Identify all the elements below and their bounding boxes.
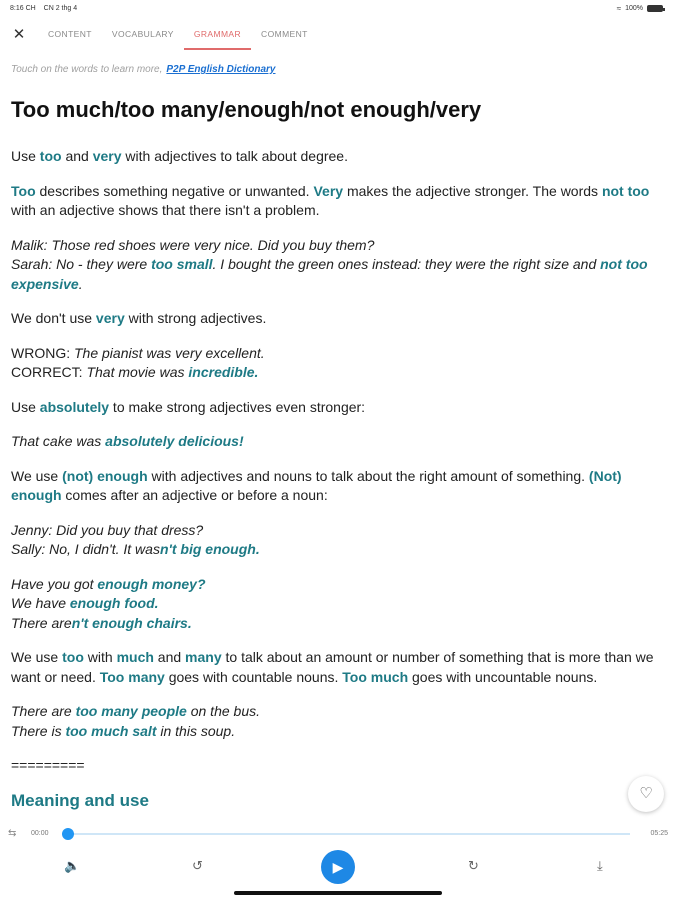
dictionary-link[interactable]: P2P English Dictionary xyxy=(166,64,276,75)
keyword[interactable]: enough money? xyxy=(97,575,206,592)
status-time: 8:16 CH xyxy=(10,5,36,12)
grammar-article xyxy=(11,96,661,818)
keyword[interactable]: Too much xyxy=(342,668,409,685)
keyword[interactable]: (Not) enough xyxy=(11,467,622,503)
text: in this soup. xyxy=(156,722,236,739)
paragraph xyxy=(11,467,661,506)
label: CORRECT: xyxy=(11,364,87,380)
text: Have you got xyxy=(11,575,98,592)
hint-text: Touch on the words to learn more, xyxy=(11,64,163,75)
keyword[interactable]: too many people xyxy=(75,703,187,719)
download-icon[interactable]: ⤓ xyxy=(597,858,603,873)
text: with adjectives and nouns to talk about the right amount of something. xyxy=(147,467,589,484)
keyword[interactable]: many xyxy=(185,649,222,665)
current-time: 00:00 xyxy=(31,830,49,837)
speaker-icon[interactable]: 🔈 xyxy=(64,858,81,873)
text: We use xyxy=(11,649,63,665)
example-line: Jenny: Did you buy that dress? xyxy=(11,521,204,538)
section-heading: Meaning and use xyxy=(11,790,149,810)
text: There are xyxy=(11,614,72,631)
paragraph xyxy=(11,398,661,418)
article-title: Too much/too many/enough/not enough/very xyxy=(11,97,482,122)
keyword[interactable]: much xyxy=(116,649,154,665)
home-indicator xyxy=(234,891,442,895)
rewind-5-icon[interactable]: ↺ xyxy=(192,858,203,873)
text: Use xyxy=(11,398,40,415)
keyword[interactable]: Too xyxy=(11,182,36,199)
keyword[interactable]: too much salt xyxy=(65,722,157,739)
keyword[interactable]: very xyxy=(92,148,122,164)
paragraph xyxy=(11,648,661,687)
example-line xyxy=(11,344,661,364)
play-icon[interactable]: ▶ xyxy=(321,850,355,884)
keyword[interactable]: (not) enough xyxy=(62,467,148,484)
text: Sarah: No - they were xyxy=(11,256,152,272)
text: with adjectives to talk about degree. xyxy=(121,148,348,164)
text: and xyxy=(61,148,93,164)
repeat-icon[interactable]: ⇆ xyxy=(8,828,17,839)
example xyxy=(11,344,661,383)
wifi-icon: ≈ xyxy=(616,4,622,13)
text: We don't use xyxy=(11,310,96,326)
battery-icon xyxy=(647,5,663,12)
text: That movie was xyxy=(86,364,189,380)
tab-vocabulary[interactable]: VOCABULARY xyxy=(111,29,174,39)
text: to talk about an amount or number of something that is more than we want or need. xyxy=(11,649,654,685)
example xyxy=(11,575,661,634)
tab-grammar[interactable]: GRAMMAR xyxy=(184,20,251,50)
text: describes something negative or unwanted. xyxy=(35,182,314,199)
keyword[interactable]: not too xyxy=(601,182,650,199)
text: comes after an adjective or before a noun: xyxy=(61,487,328,503)
status-bar xyxy=(0,0,675,18)
example xyxy=(11,521,661,560)
close-icon[interactable]: ✕ xyxy=(12,26,26,43)
paragraph xyxy=(11,309,661,329)
keyword[interactable]: n't big enough. xyxy=(159,541,260,557)
heart-icon[interactable]: ♡ xyxy=(628,776,664,812)
keyword[interactable]: not too expensive xyxy=(11,256,648,292)
tabs xyxy=(38,20,318,50)
keyword[interactable]: too xyxy=(39,148,62,164)
tab-bar xyxy=(0,20,675,52)
example xyxy=(11,432,661,452)
text: with xyxy=(83,649,117,665)
dictionary-hint xyxy=(11,64,276,75)
status-left xyxy=(10,5,83,12)
text: on the bus. xyxy=(186,703,260,719)
keyword[interactable]: Too many xyxy=(99,668,165,685)
keyword[interactable]: enough food. xyxy=(69,595,159,611)
keyword[interactable]: too xyxy=(62,649,84,665)
audio-player xyxy=(0,820,675,900)
example xyxy=(11,236,661,295)
text: There is xyxy=(11,722,66,739)
keyword[interactable]: absolutely delicious! xyxy=(105,433,244,449)
text: goes with countable nouns. xyxy=(164,668,343,685)
progress-track[interactable] xyxy=(68,833,630,835)
example xyxy=(11,702,661,741)
text: goes with uncountable nouns. xyxy=(408,668,598,685)
tab-content[interactable]: CONTENT xyxy=(48,29,92,39)
example-line xyxy=(11,702,661,722)
text: and xyxy=(153,649,186,665)
text: makes the adjective stronger. The words xyxy=(343,182,602,199)
keyword[interactable]: very xyxy=(95,310,125,326)
battery-percent: 100% xyxy=(625,5,643,12)
example-line: Malik: Those red shoes were very nice. Did you buy them? xyxy=(11,236,375,253)
example-line xyxy=(11,575,661,595)
label: WRONG: xyxy=(11,344,74,361)
text: with strong adjectives. xyxy=(124,310,267,326)
example-line xyxy=(11,722,661,742)
paragraph xyxy=(11,182,661,221)
progress-thumb[interactable] xyxy=(62,828,74,840)
keyword[interactable]: absolutely xyxy=(39,398,110,415)
paragraph xyxy=(11,147,661,167)
text: . I bought the green ones instead: they were the right size and xyxy=(212,256,601,272)
text: with an adjective shows that there isn't a problem. xyxy=(11,202,320,218)
battery-fill xyxy=(648,6,662,11)
text: Sally: No, I didn't. It was xyxy=(11,541,160,557)
example-line xyxy=(11,594,661,614)
text: There are xyxy=(11,703,76,719)
text: We have xyxy=(11,595,70,611)
keyword[interactable]: n't enough chairs. xyxy=(71,614,192,631)
keyword[interactable]: Very xyxy=(313,182,344,199)
example-line xyxy=(11,363,661,383)
keyword[interactable]: incredible. xyxy=(188,364,259,380)
text: . xyxy=(78,275,83,292)
total-time: 05:25 xyxy=(650,830,668,837)
forward-5-icon[interactable]: ↻ xyxy=(468,858,479,873)
example-line xyxy=(11,614,661,634)
status-date: CN 2 thg 4 xyxy=(43,5,78,12)
status-right xyxy=(617,4,663,13)
separator: ========= xyxy=(11,757,85,773)
text: Use xyxy=(11,148,40,164)
text: to make strong adjectives even stronger: xyxy=(109,398,366,415)
text: The pianist was very excellent. xyxy=(74,344,265,361)
tab-comment[interactable]: COMMENT xyxy=(261,29,308,39)
text: That cake was xyxy=(11,433,106,449)
keyword[interactable]: too small xyxy=(151,256,213,272)
text: We use xyxy=(11,467,63,484)
